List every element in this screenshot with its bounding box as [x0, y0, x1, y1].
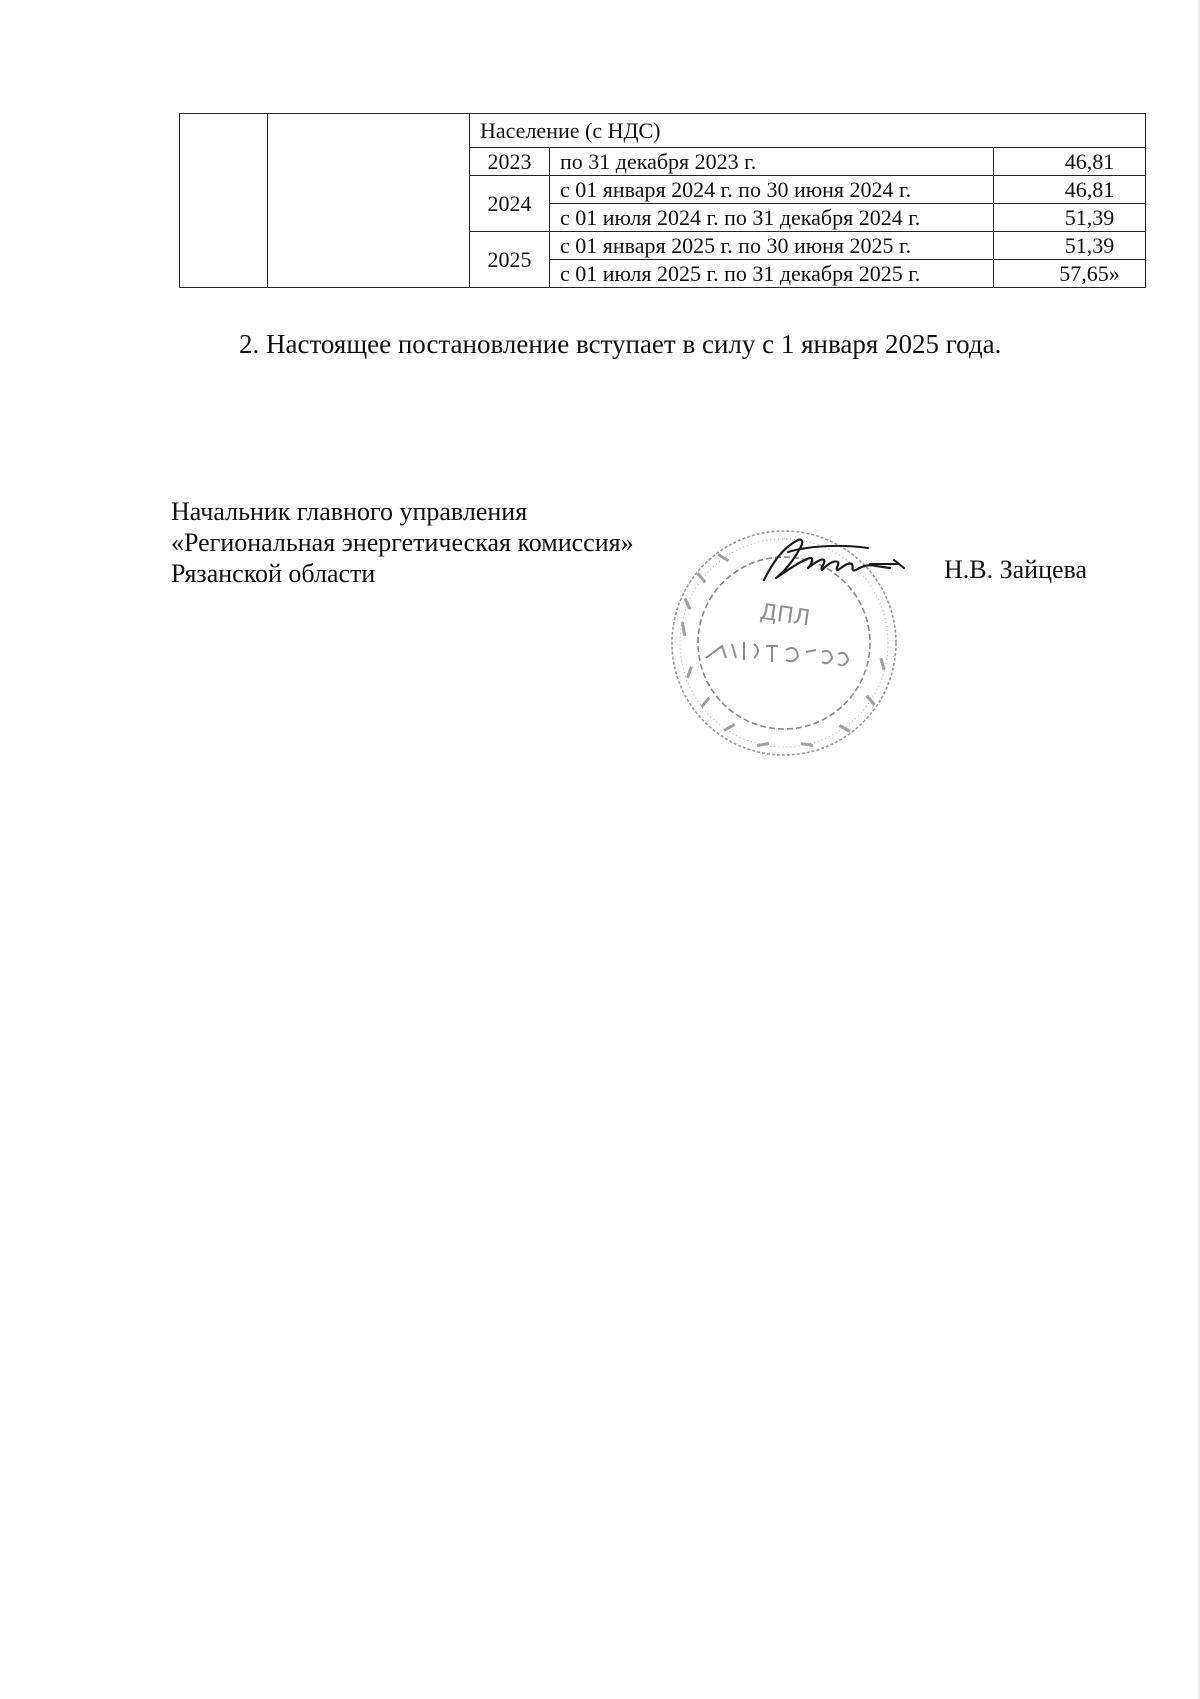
- signer-position-line: Начальник главного управления: [171, 497, 528, 526]
- table-row-group-header: [180, 114, 1146, 148]
- year-cell: 2023: [470, 148, 550, 176]
- value-cell: 57,65»: [994, 260, 1146, 288]
- period-cell: с 01 января 2024 г. по 30 июня 2024 г.: [550, 176, 994, 204]
- period-cell: с 01 января 2025 г. по 30 июня 2025 г.: [550, 232, 994, 260]
- group-header-cell: Население (с НДС): [470, 114, 1146, 148]
- signature: [758, 534, 908, 592]
- empty-cell-number: [180, 114, 268, 288]
- tariff-table: [179, 113, 1146, 288]
- signer-position: [171, 496, 634, 589]
- period-cell: по 31 декабря 2023 г.: [550, 148, 994, 176]
- value-cell: 46,81: [994, 176, 1146, 204]
- year-cell: 2024: [470, 176, 550, 232]
- clause-2-text: 2. Настоящее постановление вступает в силу с 1 января 2025 года.: [239, 329, 1002, 359]
- empty-cell-name: [268, 114, 470, 288]
- year-cell: 2025: [470, 232, 550, 288]
- period-cell: с 01 июля 2024 г. по 31 декабря 2024 г.: [550, 204, 994, 232]
- value-cell: 51,39: [994, 204, 1146, 232]
- signer-position-line: Рязанской области: [171, 559, 376, 588]
- value-cell: 46,81: [994, 148, 1146, 176]
- value-cell: 51,39: [994, 232, 1146, 260]
- stamp-center-text: ДПЛ: [758, 599, 812, 632]
- signer-position-line: «Региональная энергетическая комиссия»: [171, 528, 634, 557]
- signer-name: Н.В. Зайцева: [944, 555, 1088, 584]
- period-cell: с 01 июля 2025 г. по 31 декабря 2025 г.: [550, 260, 994, 288]
